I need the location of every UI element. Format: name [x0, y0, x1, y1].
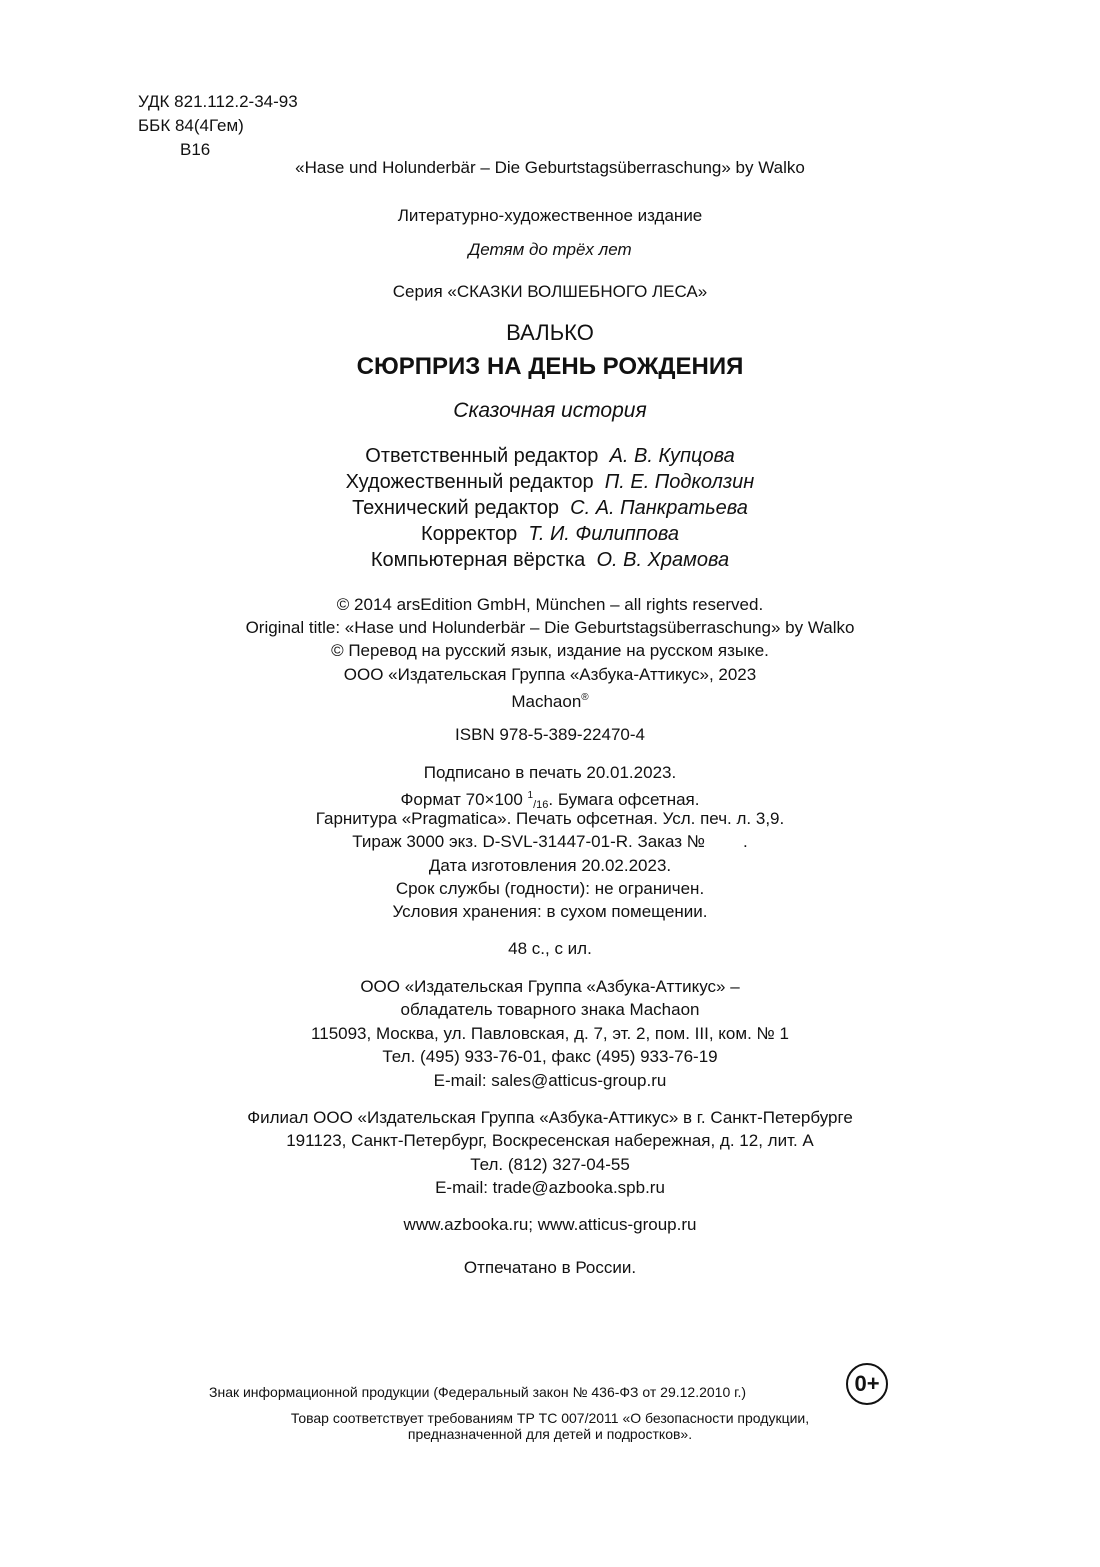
- publisher-address: 115093, Москва, ул. Павловская, д. 7, эт. 2, пом. III, ком. № 1: [311, 1024, 789, 1043]
- publisher-line: ООО «Издательская Группа «Азбука-Аттикус» –: [360, 977, 740, 996]
- series-name: Серия «СКАЗКИ ВОЛШЕБНОГО ЛЕСА»: [392, 282, 708, 301]
- publisher-line: обладатель товарного знака Machaon: [400, 1000, 700, 1019]
- paper-type: . Бумага офсетная.: [548, 790, 700, 809]
- staff-row: [0, 470, 1100, 494]
- staff-role: Ответственный редактор: [365, 445, 599, 467]
- websites: www.azbooka.ru; www.atticus-group.ru: [403, 1215, 697, 1234]
- info-product-law: Знак информационной продукции (Федеральный закон № 436-ФЗ от 29.12.2010 г.): [209, 1384, 747, 1400]
- staff-person: С. А. Панкратьева: [570, 497, 748, 519]
- staff-row: [0, 548, 1100, 572]
- age-rating-badge: 0+: [846, 1363, 888, 1405]
- staff-role: Компьютерная вёрстка: [370, 549, 586, 571]
- isbn: ISBN 978-5-389-22470-4: [455, 725, 645, 744]
- staff-person: О. В. Храмова: [596, 549, 730, 571]
- staff-person: Т. И. Филиппова: [528, 523, 680, 545]
- printed-in: Отпечатано в России.: [463, 1258, 637, 1277]
- author-mark: В16: [180, 140, 211, 159]
- staff-role: Корректор: [420, 523, 518, 545]
- typeface-line: Гарнитура «Pragmatica». Печать офсетная. Усл. печ. л. 3,9.: [315, 809, 785, 828]
- copyright-line: ООО «Издательская Группа «Азбука-Аттикус», 2023: [343, 665, 757, 684]
- copyright-line: © 2014 arsEdition GmbH, München – all rights reserved.: [336, 595, 764, 614]
- manufacture-date: Дата изготовления 20.02.2023.: [428, 856, 672, 875]
- imprint-name: Machaon: [511, 692, 582, 711]
- page-count: 48 с., с ил.: [508, 939, 592, 958]
- branch-email: E-mail: trade@azbooka.spb.ru: [435, 1178, 665, 1197]
- staff-row: [0, 496, 1100, 520]
- staff-role: Художественный редактор: [345, 471, 594, 493]
- format-label: Формат 70×100: [400, 790, 528, 809]
- branch-phone: Тел. (812) 327-04-55: [470, 1155, 630, 1174]
- format-denominator: /16: [533, 799, 549, 811]
- copyright-line: Original title: «Hase und Holunderbär – Die Geburtstagsüberraschung» by Walko: [245, 618, 855, 637]
- print-run-end: .: [743, 832, 748, 851]
- publisher-email: E-mail: sales@atticus-group.ru: [433, 1071, 667, 1090]
- udk-code: УДК 821.112.2-34-93: [138, 92, 298, 111]
- format-numerator: 1: [527, 790, 534, 801]
- staff-person: А. В. Купцова: [609, 445, 735, 467]
- branch-line: Филиал ООО «Издательская Группа «Азбука-Аттикус» в г. Санкт-Петербурге: [247, 1108, 853, 1127]
- edition-type: Литературно-художественное издание: [397, 206, 703, 225]
- publisher-phone: Тел. (495) 933-76-01, факс (495) 933-76-19: [382, 1047, 718, 1066]
- shelf-life: Срок службы (годности): не ограничен.: [395, 879, 705, 898]
- staff-row: [0, 522, 1100, 546]
- registered-mark: ®: [581, 692, 589, 703]
- imprint: [0, 688, 1100, 712]
- book-title: СЮРПРИЗ НА ДЕНЬ РОЖДЕНИЯ: [356, 353, 744, 380]
- print-run: Тираж 3000 экз. D-SVL-31447-01-R. Заказ №: [352, 832, 705, 851]
- compliance-line: Товар соответствует требованиям ТР ТС 007/2011 «О безопасности продукции,: [290, 1410, 810, 1426]
- author-name: ВАЛЬКО: [506, 320, 594, 345]
- print-run-line: [0, 832, 1100, 852]
- copyright-line: © Перевод на русский язык, издание на русском языке.: [331, 641, 769, 660]
- staff-person: П. Е. Подколзин: [604, 471, 755, 493]
- bbk-code: ББК 84(4Гем): [138, 116, 244, 135]
- branch-address: 191123, Санкт-Петербург, Воскресенская набережная, д. 12, лит. А: [286, 1131, 814, 1150]
- original-credit: «Hase und Holunderbär – Die Geburtstagsüberraschung» by Walko: [295, 158, 805, 177]
- staff-row: [0, 444, 1100, 468]
- book-subtitle: Сказочная история: [453, 399, 647, 422]
- signed-date: Подписано в печать 20.01.2023.: [423, 763, 677, 782]
- staff-role: Технический редактор: [352, 497, 560, 519]
- compliance-line: предназначенной для детей и подростков».: [407, 1426, 693, 1442]
- storage-conditions: Условия хранения: в сухом помещении.: [392, 902, 708, 921]
- age-note: Детям до трёх лет: [468, 240, 632, 259]
